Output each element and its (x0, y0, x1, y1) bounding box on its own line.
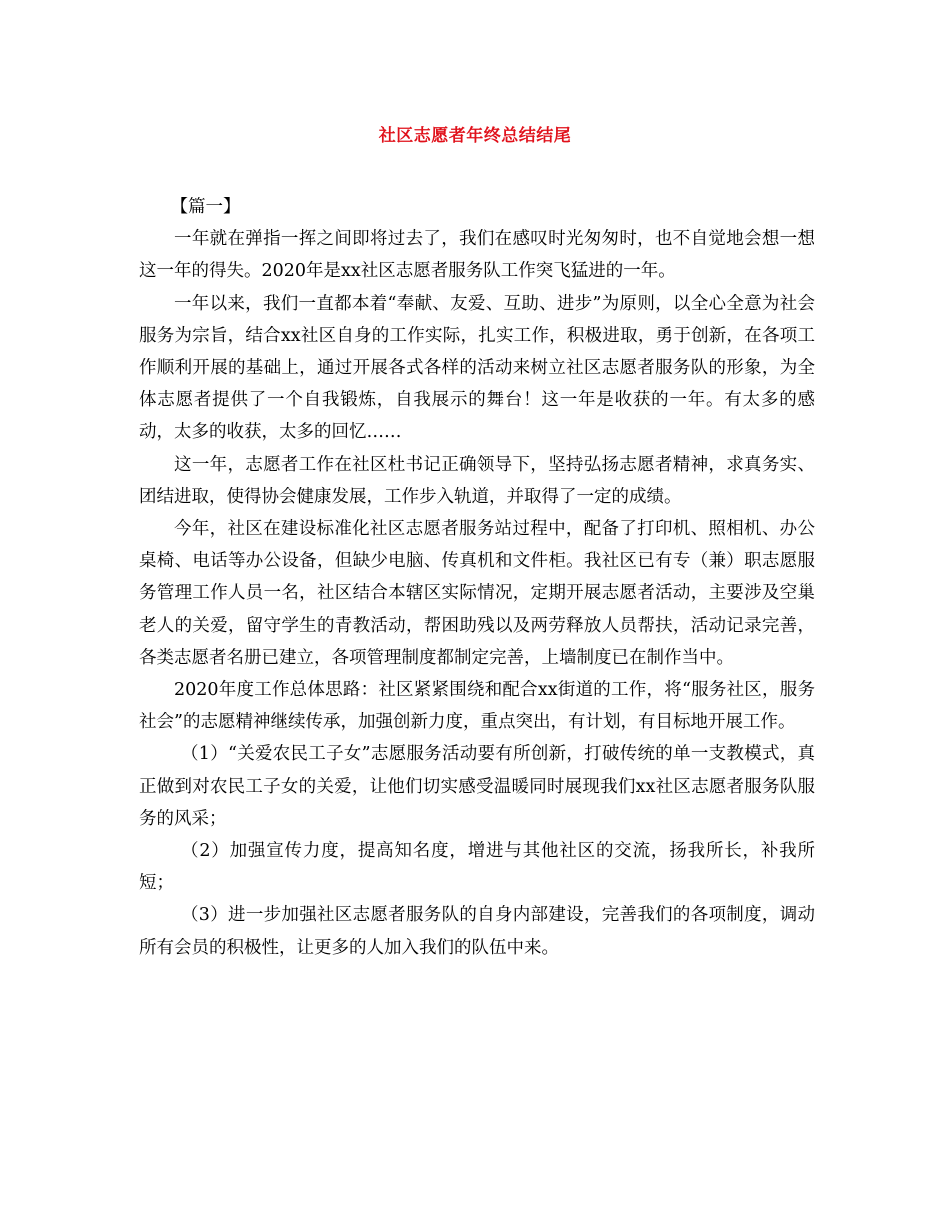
paragraph: 一年以来，我们一直都本着“奉献、友爱、互助、进步”为原则，以全心全意为社会服务为宗旨，结合xx社区自身的工作实际，扎实工作，积极进取，勇于创新，在各项工作顺利开展的基础上，通过开展各式各样的活动来树立社区志愿者服务队的形象，为全体志愿者提供了一个自我锻炼，自我展示的舞台！这一年是收获的一年。有太多的感动，太多的收获，太多的回忆…… (139, 293, 815, 443)
paragraph: 今年，社区在建设标准化社区志愿者服务站过程中，配备了打印机、照相机、办公桌椅、电话等办公设备，但缺少电脑、传真机和文件柜。我社区已有专（兼）职志愿服务管理工作人员一名，社区结合本辖区实际情况，定期开展志愿者活动，主要涉及空巢老人的关爱，留守学生的青教活动，帮困助残以及两劳释放人员帮扶，活动记录完善，各类志愿者名册已建立，各项管理制度都制定完善，上墙制度已在制作当中。 (139, 519, 815, 668)
document-body (139, 191, 815, 964)
paragraph: 2020年度工作总体思路：社区紧紧围绕和配合xx街道的工作，将“服务社区，服务社会”的志愿精神继续传承，加强创新力度，重点突出，有计划，有目标地开展工作。 (139, 680, 815, 733)
document-title: 社区志愿者年终总结结尾 (378, 126, 572, 146)
list-item: （2）加强宣传力度，提高知名度，增进与其他社区的交流，扬我所长，补我所短； (139, 841, 815, 894)
paragraph: 这一年，志愿者工作在社区杜书记正确领导下，坚持弘扬志愿者精神，求真务实、团结进取，使得协会健康发展，工作步入轨道，并取得了一定的成绩。 (139, 454, 815, 507)
paragraph: 一年就在弹指一挥之间即将过去了，我们在感叹时光匆匆时，也不自觉地会想一想这一年的得失。2020年是xx社区志愿者服务队工作突飞猛进的一年。 (139, 229, 815, 282)
list-item: （1）“关爱农民工子女”志愿服务活动要有所创新，打破传统的单一支教模式，真正做到对农民工子女的关爱，让他们切实感受温暖同时展现我们xx社区志愿者服务队服务的风采； (139, 744, 815, 829)
section-label: 【篇一】 (170, 197, 241, 217)
list-item: （3）进一步加强社区志愿者服务队的自身内部建设，完善我们的各项制度，调动所有会员的积极性，让更多的人加入我们的队伍中来。 (139, 905, 815, 958)
